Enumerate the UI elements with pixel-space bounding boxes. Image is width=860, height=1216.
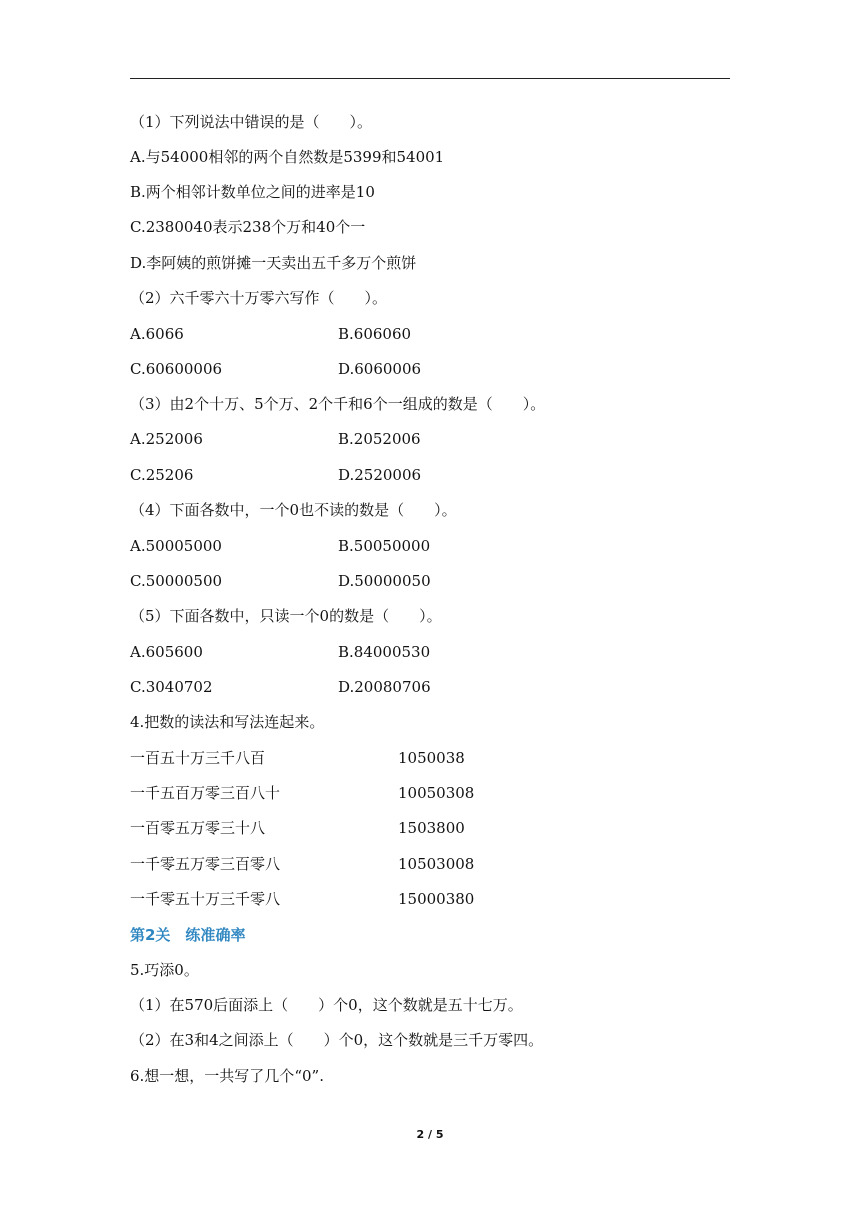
q2-stem: （2）六千零六十万零六写作（ ）。 <box>130 289 388 307</box>
q5-option-a: A.605600 <box>130 643 203 661</box>
q1-stem: （1）下列说法中错误的是（ ）。 <box>130 113 373 131</box>
q4-stem: （4）下面各数中，一个0也不读的数是（ ）。 <box>130 501 457 519</box>
header-rule <box>130 78 730 79</box>
q1-option-c: C.2380040表示238个万和40个一 <box>130 218 366 236</box>
match-reading: 一千零五万零三百零八 <box>130 855 281 873</box>
q2-option-d: D.6060006 <box>338 360 422 378</box>
q5-option-b: B.84000530 <box>338 643 431 661</box>
q7-title: 6.想一想，一共写了几个“0”. <box>130 1067 324 1085</box>
q5-stem: （5）下面各数中，只读一个0的数是（ ）。 <box>130 607 442 625</box>
q5-option-d: D.20080706 <box>338 678 431 696</box>
match-reading: 一千零五十万三千零八 <box>130 890 281 908</box>
q1-option-d: D.李阿姨的煎饼摊一天卖出五千多万个煎饼 <box>130 254 417 272</box>
q5-option-c: C.3040702 <box>130 678 213 696</box>
q2-option-a: A.6066 <box>130 325 184 343</box>
q6-part-1: （1）在570后面添上（ ）个0，这个数就是五十七万。 <box>130 996 523 1014</box>
q4-option-a: A.50005000 <box>130 537 222 555</box>
match-reading: 一千五百万零三百八十 <box>130 784 281 802</box>
q3-stem: （3）由2个十万、5个万、2个千和6个一组成的数是（ ）。 <box>130 395 546 413</box>
q1-option-a: A.与54000相邻的两个自然数是5399和54001 <box>130 148 445 166</box>
q2-option-b: B.606060 <box>338 325 412 343</box>
q4-option-d: D.50000050 <box>338 572 431 590</box>
section-heading: 第2关 练准确率 <box>130 926 246 944</box>
q3-option-a: A.252006 <box>130 430 203 448</box>
match-reading: 一百五十万三千八百 <box>130 749 266 767</box>
match-number: 15000380 <box>398 890 475 908</box>
q3-option-b: B.2052006 <box>338 430 421 448</box>
q4-option-c: C.50000500 <box>130 572 223 590</box>
match-number: 10050308 <box>398 784 475 802</box>
page-number: 2 / 5 <box>416 1128 444 1141</box>
q6-title: 5.巧添0。 <box>130 961 199 979</box>
match-number: 1050038 <box>398 749 465 767</box>
q2-option-c: C.60600006 <box>130 360 223 378</box>
match-number: 10503008 <box>398 855 475 873</box>
match-number: 1503800 <box>398 819 465 837</box>
q3-option-d: D.2520006 <box>338 466 422 484</box>
q1-option-b: B.两个相邻计数单位之间的进率是10 <box>130 183 375 201</box>
match-reading: 一百零五万零三十八 <box>130 819 266 837</box>
q4-option-b: B.50050000 <box>338 537 431 555</box>
q6-part-2: （2）在3和4之间添上（ ）个0，这个数就是三千万零四。 <box>130 1031 544 1049</box>
q3-option-c: C.25206 <box>130 466 194 484</box>
match-title: 4.把数的读法和写法连起来。 <box>130 713 325 731</box>
